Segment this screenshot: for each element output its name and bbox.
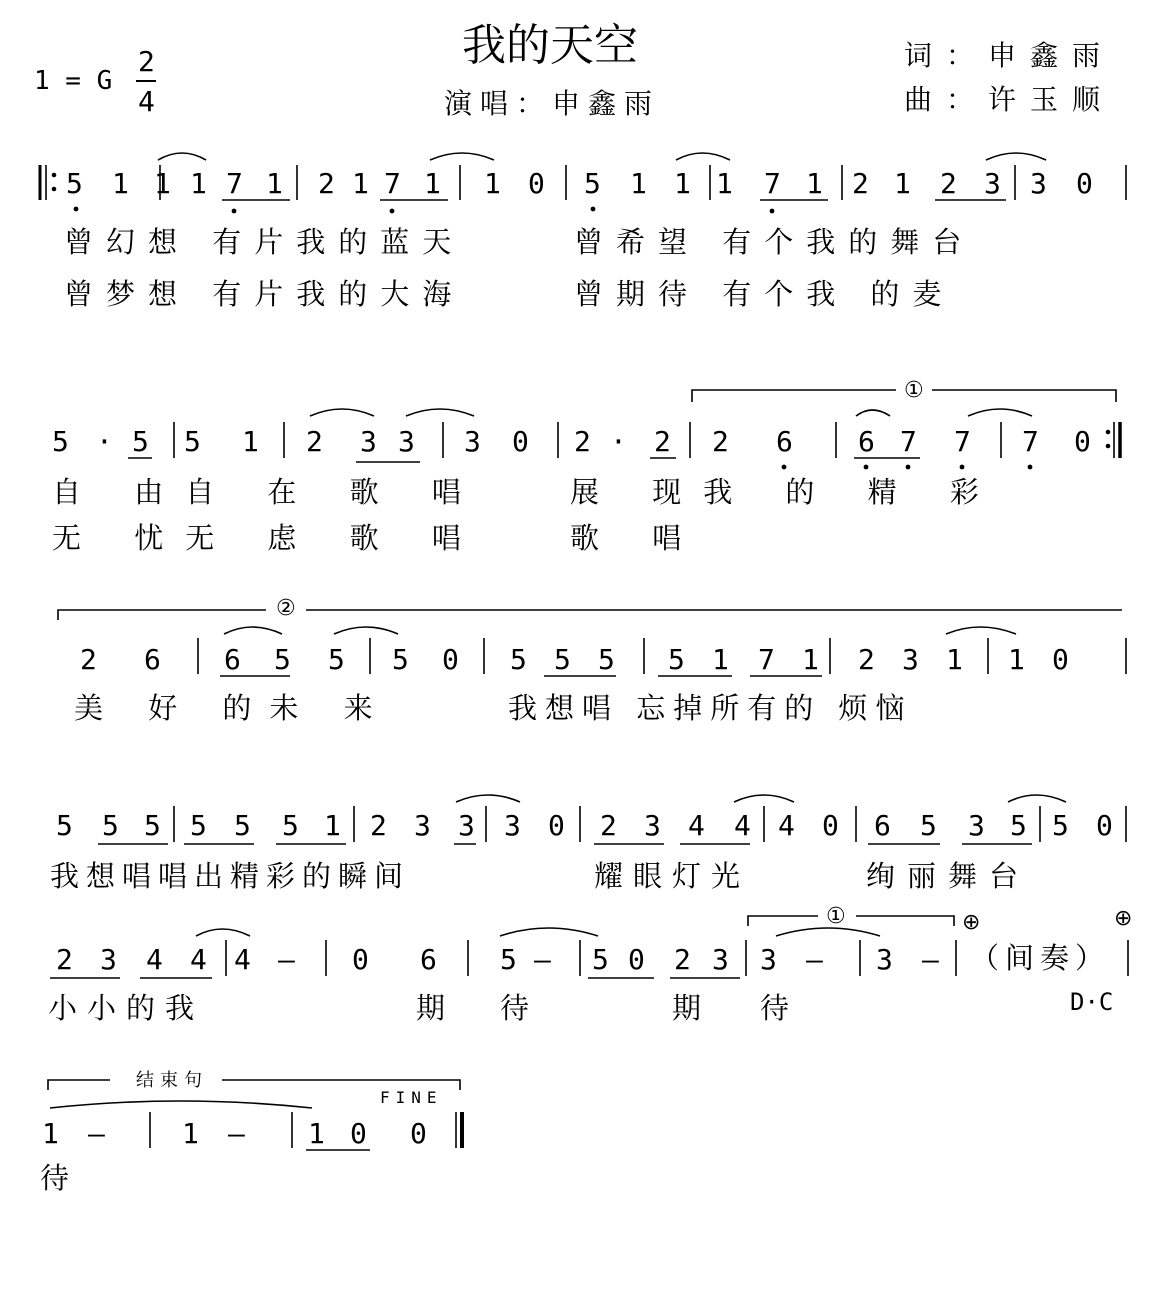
note: 1 — [946, 643, 963, 676]
interlude-label: （间奏） — [970, 941, 1111, 975]
lyric-line: 耀眼灯光 — [594, 859, 751, 893]
note: 2 — [370, 809, 387, 842]
note: 0 — [1074, 425, 1091, 458]
lyric-line: 曾幻想 有片我的蓝天 — [64, 225, 465, 259]
note: 7 — [758, 643, 775, 676]
note: 2 — [940, 167, 957, 200]
lyric-line: 绚丽舞台 — [866, 859, 1031, 893]
note: 4 — [190, 943, 207, 976]
note: 4 — [234, 943, 251, 976]
note: 3 — [760, 943, 777, 976]
note: 5 — [500, 943, 517, 976]
note: 1 — [182, 1117, 199, 1150]
key-signature: 1 = G — [34, 66, 113, 96]
composer-credit: 曲：许玉顺 — [904, 83, 1115, 116]
note: 2 — [306, 425, 323, 458]
note: 1 — [802, 643, 819, 676]
note: 0 — [1076, 167, 1093, 200]
note: 0 — [1052, 643, 1069, 676]
lyric-line: 小小的我 — [48, 991, 205, 1025]
lyricist-credit: 词：申鑫雨 — [904, 39, 1115, 72]
note: 3 — [902, 643, 919, 676]
note: 5 — [102, 809, 119, 842]
note: 1 — [308, 1117, 325, 1150]
note: 0 — [512, 425, 529, 458]
lyric-line: 曾希望 有个我的舞台 — [574, 225, 975, 259]
note: – — [278, 943, 295, 976]
note: 5 — [282, 809, 299, 842]
time-signature-top: 2 — [138, 45, 155, 78]
note: – — [922, 943, 939, 976]
volta-marker: ② — [276, 596, 296, 621]
note: 4 — [688, 809, 705, 842]
note: 2 — [852, 167, 869, 200]
note: 0 — [352, 943, 369, 976]
note: 5 — [1010, 809, 1027, 842]
note: 3 — [876, 943, 893, 976]
note: 1 — [424, 167, 441, 200]
note: 1 — [190, 167, 207, 200]
note: 5 — [510, 643, 527, 676]
note: 3 — [464, 425, 481, 458]
note: 2 — [574, 425, 591, 458]
note: 6 — [874, 809, 891, 842]
note: 5 — [668, 643, 685, 676]
note: 1 — [1008, 643, 1025, 676]
note: 1 — [806, 167, 823, 200]
lyric-line: 美 好 的未 来 — [74, 691, 391, 725]
volta-marker: ① — [826, 904, 846, 929]
note: 5 — [920, 809, 937, 842]
fine-mark: FINE — [380, 1088, 443, 1107]
note: 5 — [328, 643, 345, 676]
note: 5 — [190, 809, 207, 842]
lyric-line: 曾梦想 有片我的大海 — [64, 277, 465, 311]
note: 1 — [154, 167, 171, 200]
note: 2 — [674, 943, 691, 976]
note: 1 — [674, 167, 691, 200]
lyric-line: 无 忧无 虑 歌 唱 — [52, 521, 483, 555]
note: 5 — [234, 809, 251, 842]
lyric-line: 自 由自 在 歌 唱 — [52, 475, 483, 509]
note: 3 — [414, 809, 431, 842]
note: 6 — [776, 425, 793, 458]
note: 7 — [900, 425, 917, 458]
note: 5 — [144, 809, 161, 842]
note: 2 — [654, 425, 671, 458]
note: 3 — [1030, 167, 1047, 200]
note: 1 — [630, 167, 647, 200]
time-signature-bottom: 4 — [138, 85, 155, 118]
note: 2 — [858, 643, 875, 676]
note: 5 — [274, 643, 291, 676]
note: 0 — [410, 1117, 427, 1150]
note: 4 — [146, 943, 163, 976]
note: 2 — [56, 943, 73, 976]
note: 6 — [144, 643, 161, 676]
note: 3 — [644, 809, 661, 842]
note: 3 — [100, 943, 117, 976]
lyric-line: 我想唱 忘掉所有的 烦恼 — [508, 691, 913, 725]
note: 2 — [600, 809, 617, 842]
note: 5 — [56, 809, 73, 842]
note: · — [96, 425, 113, 458]
note: 6 — [420, 943, 437, 976]
ending-label: 结束句 — [136, 1070, 208, 1091]
note: 6 — [224, 643, 241, 676]
lyric-line: 我想唱唱出精彩的瞬间 — [50, 859, 411, 893]
volta-marker: ① — [904, 378, 924, 403]
note: · — [610, 425, 627, 458]
note: 7 — [764, 167, 781, 200]
lyric-line: 曾期待 有个我 的麦 — [574, 277, 955, 311]
note: 7 — [384, 167, 401, 200]
note: 1 — [894, 167, 911, 200]
note: 3 — [984, 167, 1001, 200]
note: 3 — [968, 809, 985, 842]
note: 3 — [712, 943, 729, 976]
note: 5 — [592, 943, 609, 976]
note: 0 — [628, 943, 645, 976]
note: 0 — [528, 167, 545, 200]
note: 5 — [598, 643, 615, 676]
note: 3 — [458, 809, 475, 842]
note: 1 — [352, 167, 369, 200]
note: 3 — [360, 425, 377, 458]
note: 1 — [712, 643, 729, 676]
note: 1 — [266, 167, 283, 200]
note: 1 — [242, 425, 259, 458]
lyric-word: 待 — [500, 991, 530, 1025]
note: 0 — [350, 1117, 367, 1150]
note: 7 — [1022, 425, 1039, 458]
note: 0 — [822, 809, 839, 842]
note: 3 — [398, 425, 415, 458]
note: 1 — [42, 1117, 59, 1150]
lyric-line: 展 现我 的 精 彩 — [570, 475, 1001, 509]
note: 1 — [716, 167, 733, 200]
note: 5 — [584, 167, 601, 200]
lyric-word: 待 — [760, 991, 790, 1025]
note: 1 — [112, 167, 129, 200]
note: 2 — [80, 643, 97, 676]
lyric-word: 期 — [672, 991, 702, 1025]
note: 2 — [712, 425, 729, 458]
lyric-line: 歌 唱 — [570, 521, 704, 555]
note: 5 — [1052, 809, 1069, 842]
note: – — [228, 1117, 245, 1150]
lyric-word: 期 — [416, 991, 446, 1025]
note: – — [534, 943, 551, 976]
note: 3 — [504, 809, 521, 842]
note: 0 — [1096, 809, 1113, 842]
note: – — [88, 1117, 105, 1150]
song-title: 我的天空 — [462, 20, 638, 71]
da-capo-mark: D·C — [1070, 988, 1114, 1016]
note: 2 — [318, 167, 335, 200]
lyric-word: 待 — [40, 1161, 70, 1195]
note: 6 — [858, 425, 875, 458]
note: 5 — [392, 643, 409, 676]
note: – — [806, 943, 823, 976]
note: 4 — [778, 809, 795, 842]
note: 4 — [734, 809, 751, 842]
note: 5 — [52, 425, 69, 458]
note: 0 — [548, 809, 565, 842]
note: 5 — [132, 425, 149, 458]
note: 7 — [226, 167, 243, 200]
note: 7 — [954, 425, 971, 458]
note: 5 — [66, 167, 83, 200]
note: 0 — [442, 643, 459, 676]
singer-credit: 演唱：申鑫雨 — [444, 87, 661, 120]
coda-sign-icon: ⊕ — [1114, 906, 1133, 931]
note: 5 — [184, 425, 201, 458]
note: 1 — [324, 809, 341, 842]
note: 5 — [554, 643, 571, 676]
note: 1 — [484, 167, 501, 200]
coda-sign-icon: ⊕ — [962, 910, 981, 935]
